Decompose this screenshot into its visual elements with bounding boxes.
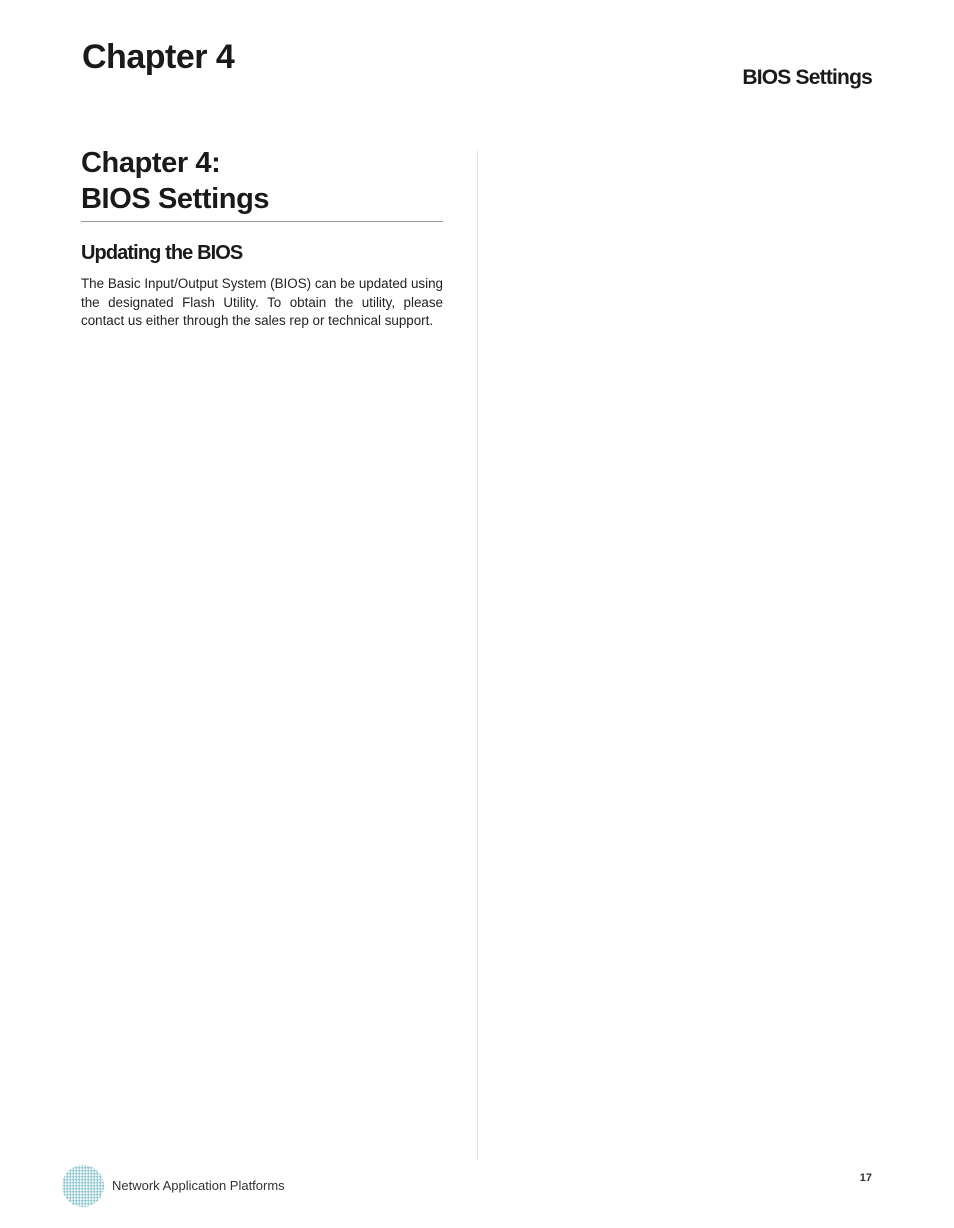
chapter-title xyxy=(81,145,443,222)
column-divider xyxy=(477,150,478,1160)
body-paragraph: The Basic Input/Output System (BIOS) can be updated using the designated Flash Utility. To obtain the utility, please contact us either through the sales rep or technical support. xyxy=(81,276,443,328)
globe-dots-icon xyxy=(60,1163,106,1209)
chapter-title-line1: Chapter 4: xyxy=(81,147,221,179)
chapter-label: Chapter 4 xyxy=(82,38,235,76)
running-head: BIOS Settings xyxy=(742,66,872,89)
footer-text: Network Application Platforms xyxy=(112,1178,285,1193)
section-heading: Updating the BIOS xyxy=(81,242,243,264)
chapter-title-line2: BIOS Settings xyxy=(81,183,270,215)
page-number: 17 xyxy=(859,1172,872,1184)
left-column xyxy=(81,145,443,331)
